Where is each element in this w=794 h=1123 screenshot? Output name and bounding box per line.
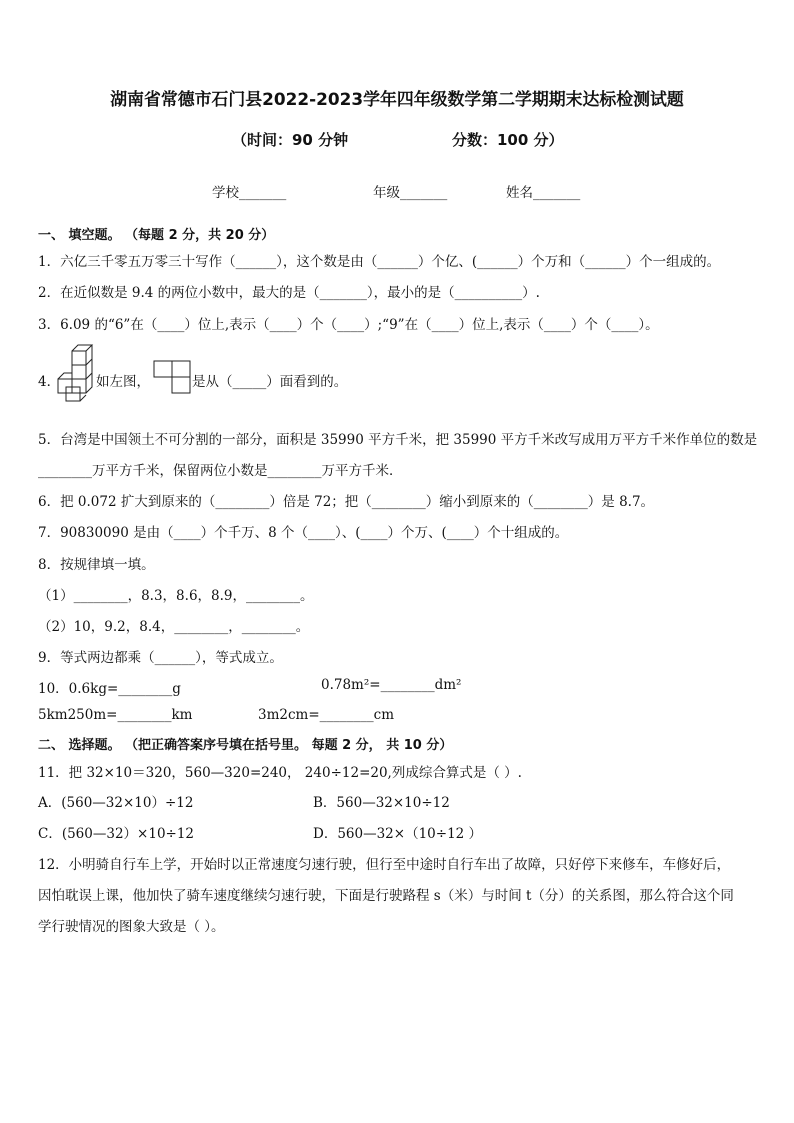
- question-1: 1．六亿三千零五万零三十写作（______），这个数是由（______）个亿、(______）个万和（______）个一组成的。: [38, 254, 721, 270]
- question-4-text-a: 如左图，: [96, 374, 150, 390]
- section2-heading: 二、 选择题。 （把正确答案序号填在括号里。 每题 2 分， 共 10 分）: [38, 738, 453, 753]
- question-11-option-d: D．560—32×（10÷12 ）: [313, 826, 483, 842]
- question-8: 8．按规律填一填。: [38, 557, 155, 573]
- question-11-option-b: B．560—32×10÷12: [313, 795, 450, 811]
- question-12-line2: 因怕耽误上课，他加快了骑车速度继续匀速行驶，下面是行驶路程 s（米）与时间 t（分）的关系图，那么符合这个同: [38, 888, 734, 904]
- question-4-number: 4．: [38, 374, 61, 390]
- question-12-line1: 12．小明骑自行车上学，开始时以正常速度匀速行驶，但行至中途时自行车出了故障，只好停下来修车，车修好后，: [38, 857, 731, 873]
- question-10-d: 3m2cm=________cm: [258, 707, 395, 723]
- question-11-option-a: A．(560—32×10）÷12: [38, 795, 194, 811]
- section1-heading: 一、 填空题。 （每题 2 分，共 20 分）: [38, 228, 275, 243]
- question-10-c: 5km250m=________km: [38, 707, 193, 723]
- school-field[interactable]: 学校_______: [212, 185, 287, 201]
- exam-time: （时间：90 分钟: [232, 131, 349, 149]
- question-10-a: 10．0.6kg=________g: [38, 681, 181, 697]
- question-12-line3: 学行驶情况的图象大致是（ ）。: [38, 919, 225, 935]
- question-7: 7．90830090 是由（____）个千万、8 个（____）、(____）个万、(____）个十组成的。: [38, 525, 569, 541]
- grade-field[interactable]: 年级_______: [373, 185, 448, 201]
- exam-score: 分数：100 分）: [452, 131, 564, 149]
- question-4-text-b: 是从（_____）面看到的。: [192, 374, 348, 390]
- question-11: 11．把 32×10＝320，560—320=240， 240÷12=20,列成综合算式是（ ）.: [38, 765, 522, 781]
- name-field[interactable]: 姓名_______: [506, 185, 581, 201]
- cube-stack-figure: [56, 343, 98, 407]
- question-11-option-c: C．(560—32）×10÷12: [38, 826, 195, 842]
- question-8-part1: （1）________，8.3，8.6，8.9，________。: [38, 588, 314, 604]
- question-9: 9．等式两边都乘（______），等式成立。: [38, 650, 283, 666]
- view-figure: [152, 359, 192, 395]
- question-5-line2: ________万平方千米，保留两位小数是________万平方千米．: [38, 463, 403, 479]
- question-8-part2: （2）10，9.2，8.4，________，________。: [38, 619, 310, 635]
- question-10-b: 0.78m²=________dm²: [321, 677, 462, 693]
- question-2: 2．在近似数是 9.4 的两位小数中，最大的是（_______），最小的是（__________）.: [38, 285, 540, 301]
- question-6: 6．把 0.072 扩大到原来的（________）倍是 72；把（________）缩小到原来的（________）是 8.7。: [38, 494, 655, 510]
- page-title: 湖南省常德市石门县2022-2023学年四年级数学第二学期期末达标检测试题: [110, 89, 684, 109]
- question-5-line1: 5．台湾是中国领土不可分割的一部分，面积是 35990 平方千米，把 35990 平方千米改写成用万平方千米作单位的数是: [38, 432, 758, 448]
- question-3: 3．6.09 的“6”在（____）位上,表示（____）个（____）;“9”在（____）位上,表示（____）个（____）。: [38, 317, 659, 333]
